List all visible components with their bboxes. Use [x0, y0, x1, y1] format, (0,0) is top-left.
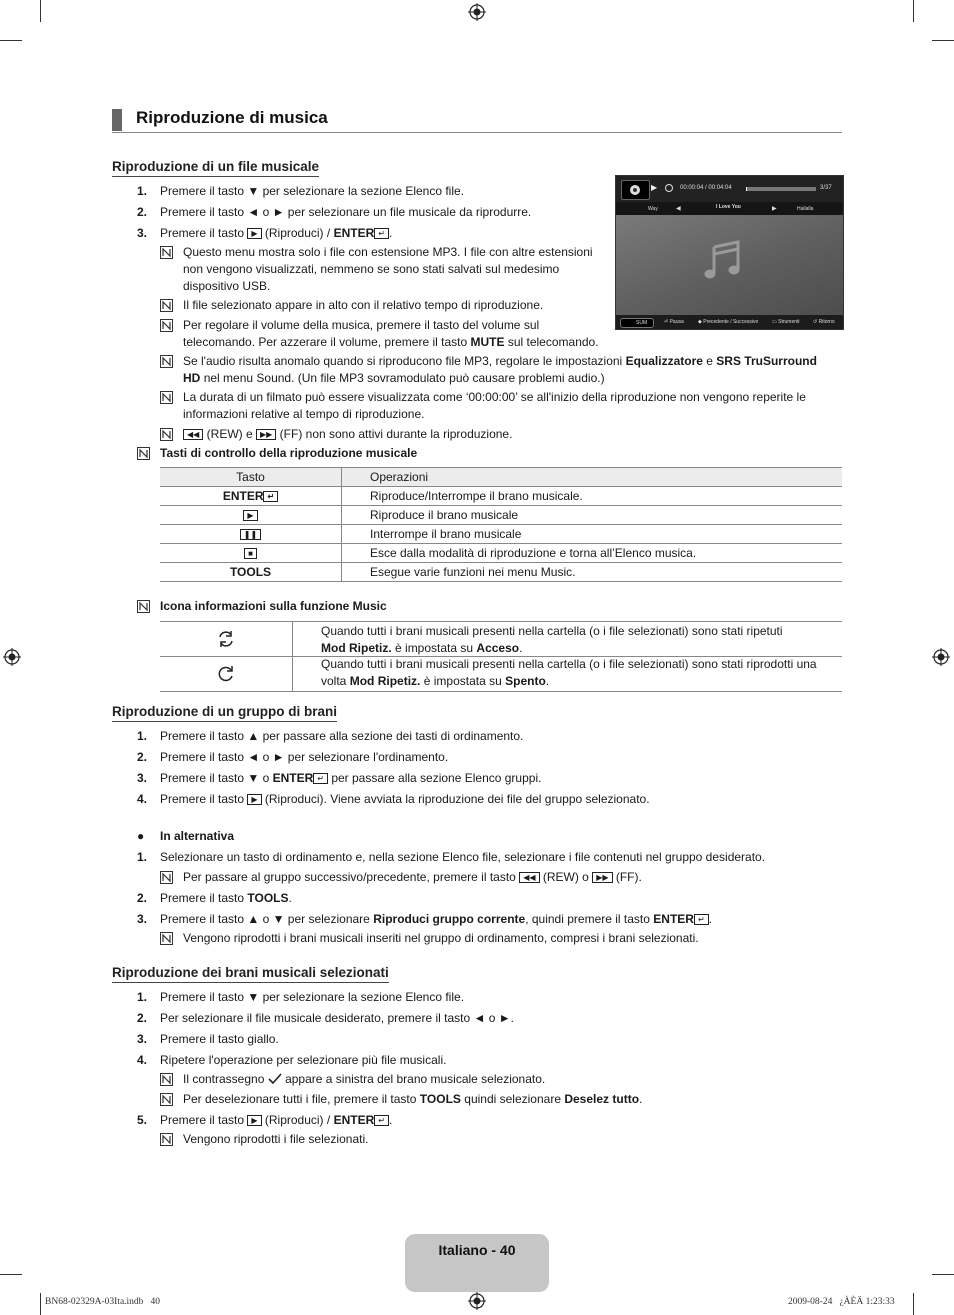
repeat-all-icon: [216, 629, 236, 649]
registration-mark-icon: [468, 3, 486, 21]
table-header-row: Tasto Operazioni: [160, 468, 842, 487]
music-player-screenshot: [615, 175, 844, 330]
info-row-text: Quando tutti i brani musicali presenti nella cartella (o i file selezionati) sono stati ripetuti Mod Ripetiz. è impostata su Acceso.: [321, 624, 783, 655]
note-icon: [137, 600, 150, 613]
crop-mark: [40, 0, 41, 22]
footer-file: BN68-02329A-03Ita.indb 40: [45, 1297, 161, 1307]
music-note-icon: [704, 239, 746, 281]
page-number-tab: [405, 1234, 549, 1292]
crop-mark: [932, 40, 954, 41]
right-arrow-icon: ▶: [772, 206, 777, 212]
footer-prev-next: ◆ Precedente / Successivo: [698, 319, 759, 325]
info-table: [160, 621, 842, 692]
rew-key-icon: ◀◀: [183, 429, 203, 440]
table-row: TOOLS Esegue varie funzioni nei menu Music.: [160, 563, 842, 582]
enter-key-icon: ↵: [374, 1115, 389, 1126]
crop-mark: [0, 40, 22, 41]
note-icon: [160, 428, 173, 441]
table-row: ■ Esce dalla modalità di riproduzione e torna all’Elenco musica.: [160, 544, 842, 563]
subsection-title-single: Riproduzione di un file musicale: [112, 159, 319, 177]
note-icon: [160, 299, 173, 312]
enter-key-icon: ↵: [694, 914, 709, 925]
note-icon: [160, 932, 173, 945]
registration-mark-icon: [3, 648, 21, 666]
control-table: [160, 467, 842, 582]
player-footer: [616, 315, 843, 329]
subsection-title-selected: Riproduzione dei brani musicali selezionati: [112, 965, 389, 983]
crop-mark: [913, 0, 914, 22]
footer-return: ↺ Ritorno: [813, 319, 835, 325]
table-row: ▶ Riproduce il brano musicale: [160, 506, 842, 525]
prev-track: Way: [648, 206, 658, 212]
repeat-icon: [664, 183, 674, 193]
ff-key-icon: ▶▶: [592, 872, 612, 883]
crop-mark: [932, 1274, 954, 1275]
rew-key-icon: ◀◀: [519, 872, 539, 883]
progress-fill: [746, 187, 747, 191]
repeat-off-icon: [216, 664, 236, 684]
crop-mark: [40, 1293, 41, 1315]
note-icon: [160, 1093, 173, 1106]
player-top-bar: [616, 176, 843, 202]
checkmark-icon: [268, 1073, 282, 1085]
footer-pause: ⏎ Pausa: [664, 319, 684, 325]
player-time: 00:00:04 / 00:04:04: [680, 185, 732, 191]
bullet-icon: ●: [137, 829, 145, 843]
footer-timestamp: 2009-08-24 ¿ÀÈÄ 1:23:33: [788, 1297, 895, 1307]
current-track: I Love You: [716, 204, 741, 210]
note-icon: [160, 355, 173, 368]
usb-device-icon: [621, 180, 650, 200]
table-row: ENTER ↵ Riproduce/Interrompe il brano musicale.: [160, 487, 842, 506]
note-icon: [137, 447, 150, 460]
note-icon: [160, 246, 173, 259]
stop-key-icon: ■: [244, 548, 257, 559]
track-count: 3/37: [820, 185, 832, 191]
crop-mark: [0, 1274, 22, 1275]
enter-key-icon: ↵: [313, 773, 328, 784]
play-key-icon: ▶: [247, 228, 261, 239]
title-marker: [112, 109, 122, 131]
subsection-title-group: Riproduzione di un gruppo di brani: [112, 704, 337, 722]
play-key-icon: ▶: [247, 794, 261, 805]
sum-badge: SUM: [620, 318, 654, 328]
progress-track: [746, 187, 816, 191]
note-icon: [160, 391, 173, 404]
play-status-icon: ▶: [651, 183, 658, 192]
left-arrow-icon: ◀: [676, 206, 681, 212]
registration-mark-icon: [932, 648, 950, 666]
page-label: Italiano - 40: [438, 1242, 516, 1258]
info-row-text: Quando tutti i brani musicali presenti nella cartella (o i file selezionati) sono stati riprodotti una volta Mod Ripetiz. è impostata su Spento.: [321, 657, 817, 688]
note-icon: [160, 1073, 173, 1086]
footer-tools: ▭ Strumenti: [772, 319, 800, 325]
enter-key-icon: ↵: [263, 491, 278, 502]
play-key-icon: ▶: [247, 1115, 261, 1126]
section-header: [112, 108, 842, 133]
section-title: Riproduzione di musica: [136, 108, 328, 127]
pause-key-icon: ❚❚: [240, 529, 261, 540]
note-icon: [160, 319, 173, 332]
play-key-icon: ▶: [243, 510, 257, 521]
note-icon: [160, 1133, 173, 1146]
crop-mark: [913, 1293, 914, 1315]
ff-key-icon: ▶▶: [256, 429, 276, 440]
next-track: Hallalla: [797, 206, 814, 212]
enter-key-icon: ↵: [374, 228, 389, 239]
table-row: ❚❚ Interrompe il brano musicale: [160, 525, 842, 544]
registration-mark-icon: [468, 1292, 486, 1310]
note-icon: [160, 871, 173, 884]
player-artwork: [616, 215, 843, 315]
track-navigation: [616, 202, 843, 215]
